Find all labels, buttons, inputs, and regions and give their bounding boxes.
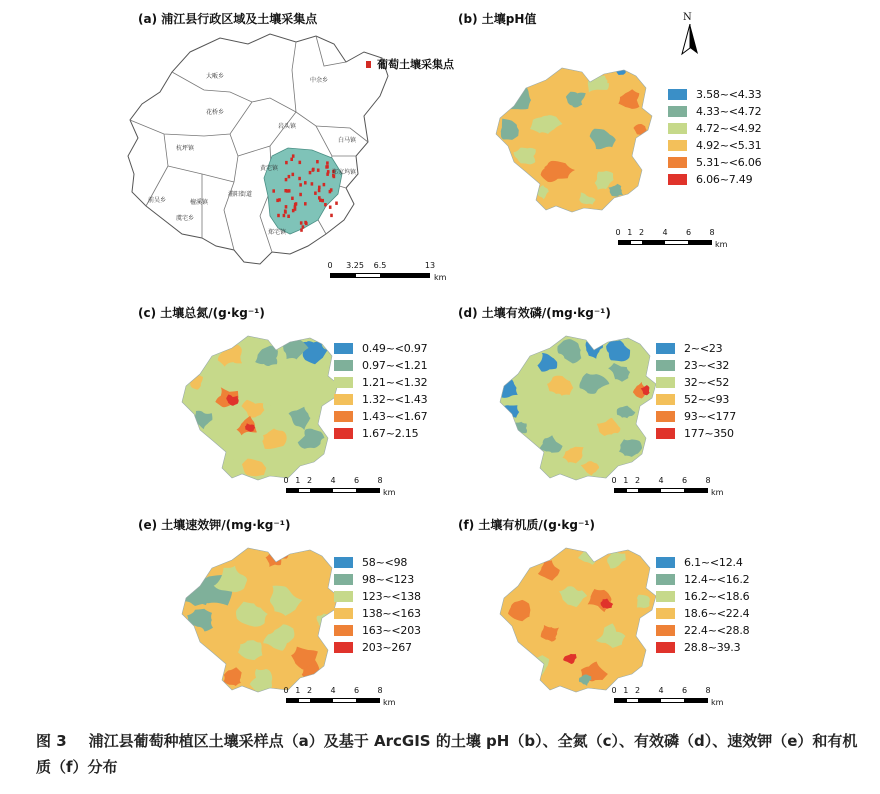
legend-swatch [334, 343, 353, 354]
legend-swatch [656, 411, 675, 422]
legend-item [334, 588, 421, 605]
legend-label: 2~<23 [684, 342, 723, 355]
legend-swatch [656, 608, 675, 619]
legend-label: 1.21~<1.32 [362, 376, 428, 389]
legend-swatch [668, 106, 687, 117]
legend-swatch [334, 394, 353, 405]
legend-label: 4.33~<4.72 [696, 105, 762, 118]
scale-label: 0 [611, 686, 617, 695]
legend-item [668, 103, 761, 120]
panel-f-title: (f) 土壤有机质/(g·kg⁻¹) [458, 518, 596, 532]
value-zone [499, 405, 519, 419]
scale-label: 1 [623, 686, 629, 695]
scale-segment [615, 699, 627, 702]
sample-point [321, 199, 324, 202]
map-base [496, 68, 652, 212]
sample-point [285, 161, 288, 164]
legend-swatch [656, 360, 675, 371]
sample-point [300, 221, 303, 224]
legend-label: 98~<123 [362, 573, 415, 586]
sample-point [326, 165, 329, 168]
sample-point [323, 183, 326, 186]
scale-segment [688, 241, 711, 244]
scale-label: 0 [283, 476, 289, 485]
sample-point [300, 228, 303, 231]
scale-label: 6.5 [373, 261, 387, 270]
sample-point [329, 206, 332, 209]
sample-point [292, 173, 295, 176]
sample-point [283, 214, 286, 217]
scale-unit: km [715, 240, 728, 249]
town-label: 白马镇 [338, 137, 357, 144]
panel-d [450, 298, 880, 498]
sample-point [298, 177, 301, 180]
scale-segment [380, 274, 429, 277]
legend-item [334, 605, 421, 622]
legend-item [656, 374, 736, 391]
town-label: 杭坪镇 [176, 145, 195, 152]
panel-e-title: (e) 土壤速效钾/(mg·kg⁻¹) [138, 518, 291, 532]
legend-label: 32~<52 [684, 376, 730, 389]
admin-map [120, 6, 480, 284]
scale-segment [356, 699, 379, 702]
legend-item [334, 571, 421, 588]
sample-legend [366, 56, 454, 72]
legend-item [668, 171, 761, 188]
legend-item [656, 425, 736, 442]
legend-swatch [668, 140, 687, 151]
town-label: 中余乡 [310, 77, 329, 84]
sample-point [316, 160, 319, 163]
town-label: 大畈乡 [206, 73, 225, 80]
town-label: 檀溪镇 [190, 199, 209, 206]
sample-point [317, 169, 320, 172]
legend-swatch [334, 574, 353, 585]
legend-label: 58~<98 [362, 556, 408, 569]
legend-swatch [656, 377, 675, 388]
legend-swatch [656, 625, 675, 636]
legend-label: 203~267 [362, 641, 412, 654]
panel-b-title: (b) 土壤pH值 [458, 12, 537, 26]
legend-label: 6.1~<12.4 [684, 556, 743, 569]
legend-item [656, 554, 749, 571]
sample-point [312, 168, 315, 171]
scale-label: 8 [705, 476, 711, 485]
legend-label: 6.06~7.49 [696, 173, 753, 186]
legend-label: 0.97~<1.21 [362, 359, 428, 372]
north-label: N [683, 12, 692, 23]
sample-point [326, 173, 329, 176]
scale-label: 6 [681, 686, 688, 695]
sample-point [288, 175, 291, 178]
legend-swatch [334, 625, 353, 636]
legend-label: 0.49~<0.97 [362, 342, 428, 355]
scale-segment [356, 489, 379, 492]
town-label: 浦阳街道 [228, 191, 253, 198]
sample-point [335, 202, 338, 205]
scale-unit: km [383, 698, 396, 707]
scale-segment [615, 489, 627, 492]
scale-segment [684, 699, 707, 702]
legend-label: 138~<163 [362, 607, 421, 620]
scale-label: 0 [283, 686, 289, 695]
scale-segment [333, 489, 356, 492]
legend-swatch [668, 157, 687, 168]
town-label: 郑宅镇 [268, 229, 287, 236]
legend-item [656, 639, 749, 656]
scale-label: 6 [353, 686, 360, 695]
sample-point [309, 171, 312, 174]
scale-label: 8 [705, 686, 711, 695]
legend-item [334, 425, 427, 442]
legend-label: 1.67~2.15 [362, 427, 419, 440]
scale-segment [642, 241, 665, 244]
legend-swatch [668, 123, 687, 134]
sample-point [318, 189, 321, 192]
scale-label: 1 [623, 476, 629, 485]
panel-b [450, 6, 880, 284]
sample-point [299, 183, 302, 186]
sample-point [324, 203, 327, 206]
legend-swatch [668, 174, 687, 185]
legend-item [656, 588, 749, 605]
sample-point [326, 161, 329, 164]
scale-bar-e [283, 686, 396, 707]
legend-swatch [334, 428, 353, 439]
scale-segment [684, 489, 707, 492]
sample-legend-label: 葡萄土壤采集点 [377, 58, 454, 71]
sample-point [276, 199, 279, 202]
legend-swatch [334, 591, 353, 602]
scale-segment [356, 274, 381, 277]
scale-segment [661, 699, 684, 702]
legend-label: 52~<93 [684, 393, 730, 406]
ph-map [486, 60, 686, 230]
scale-label: 2 [634, 476, 641, 485]
sample-point [272, 189, 275, 192]
sample-point [290, 158, 293, 161]
town-label: 黄宅镇 [260, 165, 279, 172]
legend-swatch [334, 360, 353, 371]
legend-label: 177~350 [684, 427, 734, 440]
scale-unit: km [434, 273, 447, 282]
sample-point [330, 214, 333, 217]
sample-point [285, 205, 288, 208]
scale-label: 3.25 [346, 261, 364, 270]
scale-unit: km [711, 488, 724, 497]
sample-point [284, 210, 287, 213]
legend-item [668, 86, 761, 103]
scale-segment [627, 699, 639, 702]
legend-label: 23~<32 [684, 359, 730, 372]
legend-label: 5.31~<6.06 [696, 156, 762, 169]
sample-point [318, 186, 321, 189]
legend-item [334, 639, 421, 656]
available-phosphorus-legend [656, 340, 736, 442]
legend-item [656, 340, 736, 357]
town-label: 花桥乡 [206, 109, 225, 116]
scale-label: 1 [627, 228, 633, 237]
scale-bar-c [283, 476, 396, 497]
scale-label: 6 [685, 228, 692, 237]
panel-c [120, 298, 460, 498]
legend-swatch [334, 642, 353, 653]
legend-item [656, 571, 749, 588]
legend-label: 4.92~<5.31 [696, 139, 762, 152]
scale-segment [331, 274, 356, 277]
scale-label: 4 [330, 476, 336, 485]
town-label: 虞宅乡 [176, 215, 195, 222]
scale-label: 6 [353, 476, 360, 485]
sample-point [285, 178, 288, 181]
legend-item [334, 554, 421, 571]
scale-label: 1 [295, 686, 301, 695]
scale-label: 13 [424, 261, 436, 270]
total-nitrogen-legend [334, 340, 427, 442]
legend-swatch [656, 574, 675, 585]
legend-swatch [334, 411, 353, 422]
sample-point [292, 154, 295, 157]
legend-label: 3.58~<4.33 [696, 88, 762, 101]
legend-swatch [334, 557, 353, 568]
ph-legend [668, 86, 761, 188]
organic-matter-legend [656, 554, 749, 656]
legend-label: 4.72~<4.92 [696, 122, 762, 135]
legend-label: 1.43~<1.67 [362, 410, 428, 423]
panel-f [450, 510, 880, 710]
sample-point [304, 221, 307, 224]
scale-label: 4 [330, 686, 336, 695]
scale-segment [627, 489, 639, 492]
legend-label: 18.6~<22.4 [684, 607, 750, 620]
sample-point [294, 207, 297, 210]
legend-label: 1.32~<1.43 [362, 393, 428, 406]
figure-caption-text: 浦江县葡萄种植区土壤采样点（a）及基于 ArcGIS 的土壤 pH（b）、全氮（c）、有效磷（d）、速效钾（e）和有机质（f）分布 [36, 732, 858, 776]
figure-caption [36, 728, 866, 780]
sample-point [286, 189, 289, 192]
legend-swatch [656, 343, 675, 354]
sample-point [330, 188, 333, 191]
scale-segment [299, 699, 311, 702]
panel-d-title: (d) 土壤有效磷/(mg·kg⁻¹) [458, 306, 611, 320]
scale-label: 2 [634, 686, 641, 695]
legend-label: 163~<203 [362, 624, 421, 637]
legend-item [656, 408, 736, 425]
legend-swatch [656, 557, 675, 568]
sample-point [299, 161, 302, 164]
scale-label: 8 [377, 476, 383, 485]
scale-label: 6 [681, 476, 688, 485]
sample-point [295, 202, 298, 205]
legend-item [656, 622, 749, 639]
legend-item [334, 408, 427, 425]
scale-label: 0 [611, 476, 617, 485]
legend-item [656, 605, 749, 622]
figure-number: 图 3 [36, 732, 67, 750]
scale-segment [310, 699, 333, 702]
sample-point [287, 215, 290, 218]
north-arrow-icon [678, 24, 702, 58]
panel-e [120, 510, 460, 710]
legend-swatch [656, 591, 675, 602]
value-zone [637, 595, 650, 608]
scale-label: 4 [658, 476, 664, 485]
sample-point [304, 181, 307, 184]
scale-segment [638, 699, 661, 702]
legend-swatch [656, 428, 675, 439]
legend-item [334, 391, 427, 408]
sample-point-symbol [366, 61, 371, 68]
legend-label: 28.8~39.3 [684, 641, 741, 654]
scale-segment [299, 489, 311, 492]
scale-label: 2 [306, 686, 313, 695]
legend-item [656, 391, 736, 408]
legend-item [334, 374, 427, 391]
legend-swatch [656, 642, 675, 653]
value-zone [523, 451, 536, 463]
north-arrow [678, 12, 702, 58]
panel-c-title: (c) 土壤总氮/(g·kg⁻¹) [138, 306, 265, 320]
sample-point [304, 202, 307, 205]
sample-point [277, 214, 280, 217]
available-potassium-legend [334, 554, 421, 656]
legend-swatch [334, 608, 353, 619]
sample-point [302, 225, 305, 228]
scale-segment [287, 489, 299, 492]
sample-point [314, 192, 317, 195]
scale-segment [310, 489, 333, 492]
legend-label: 22.4~<28.8 [684, 624, 750, 637]
scale-label: 4 [662, 228, 668, 237]
legend-label: 16.2~<18.6 [684, 590, 750, 603]
legend-swatch [334, 377, 353, 388]
sample-point [311, 182, 314, 185]
scale-segment [619, 241, 631, 244]
sample-point [299, 193, 302, 196]
scale-segment [661, 489, 684, 492]
scale-label: 8 [377, 686, 383, 695]
panel-a [120, 6, 480, 284]
legend-item [334, 357, 427, 374]
scale-label: 0 [327, 261, 333, 270]
scale-bar-f [611, 686, 724, 707]
legend-label: 93~<177 [684, 410, 737, 423]
scale-segment [665, 241, 688, 244]
legend-item [668, 120, 761, 137]
scale-unit: km [383, 488, 396, 497]
scale-bar-d [611, 476, 724, 497]
scale-bar-a [327, 261, 447, 282]
scale-label: 1 [295, 476, 301, 485]
legend-item [656, 357, 736, 374]
scale-label: 2 [638, 228, 645, 237]
scale-label: 8 [709, 228, 715, 237]
legend-label: 12.4~<16.2 [684, 573, 750, 586]
legend-item [668, 137, 761, 154]
scale-segment [631, 241, 643, 244]
legend-label: 123~<138 [362, 590, 421, 603]
scale-label: 4 [658, 686, 664, 695]
scale-segment [287, 699, 299, 702]
legend-item [668, 154, 761, 171]
town-label: 郑家坞镇 [332, 169, 357, 176]
legend-swatch [668, 89, 687, 100]
town-label: 前吴乡 [148, 197, 167, 204]
panel-a-title: (a) 浦江县行政区域及土壤采集点 [138, 12, 318, 26]
scale-bar-b [615, 228, 728, 249]
sample-point [318, 196, 321, 199]
scale-unit: km [711, 698, 724, 707]
sample-point [291, 197, 294, 200]
scale-label: 2 [306, 476, 313, 485]
town-label: 岩头镇 [278, 123, 297, 130]
legend-item [334, 622, 421, 639]
scale-segment [638, 489, 661, 492]
scale-segment [333, 699, 356, 702]
legend-swatch [656, 394, 675, 405]
legend-item [334, 340, 427, 357]
scale-label: 0 [615, 228, 621, 237]
